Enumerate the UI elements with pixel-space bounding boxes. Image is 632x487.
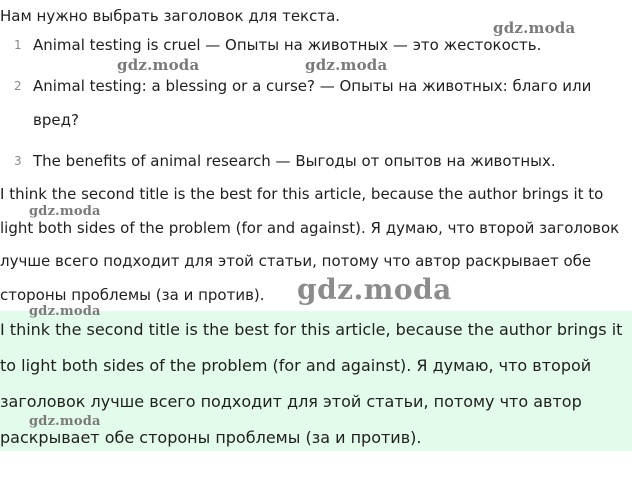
watermark: gdz.moda bbox=[29, 304, 101, 319]
option-text: Animal testing: a blessing or a curse? — Опыты на животных: благо или вред? bbox=[33, 77, 592, 129]
watermark: gdz.moda bbox=[29, 204, 101, 219]
option-number: 2 bbox=[14, 79, 22, 93]
answer-paragraph: I think the second title is the best for this article, because the author brings it to light both sides of the problem (for and against). Я думаю, что второй заголовок лучше всего подходит для этой статьи, потому что автор раскрывает обе стороны проблемы (за и против). bbox=[0, 185, 620, 304]
highlighted-answer-paragraph: I think the second title is the best for this article, because the author brings it to light both sides of the problem (for and against). Я думаю, что второй заголовок лучше всего подходит для этой статьи, потому что автор раскрывает обе стороны проблемы (за и против). bbox=[0, 320, 623, 447]
watermark: gdz.moda bbox=[305, 56, 388, 74]
watermark: gdz.moda bbox=[117, 56, 200, 74]
option-number: 1 bbox=[14, 38, 22, 52]
option-text: The benefits of animal research — Выгоды от опытов на животных. bbox=[33, 152, 556, 170]
watermark: gdz.moda bbox=[493, 19, 576, 37]
watermark: gdz.moda bbox=[29, 414, 101, 429]
watermark: gdz.moda bbox=[297, 273, 452, 306]
intro-text: Нам нужно выбрать заголовок для текста. bbox=[0, 7, 341, 25]
option-text: Animal testing is cruel — Опыты на животных — это жестокость. bbox=[33, 36, 542, 54]
option-number: 3 bbox=[14, 154, 22, 168]
